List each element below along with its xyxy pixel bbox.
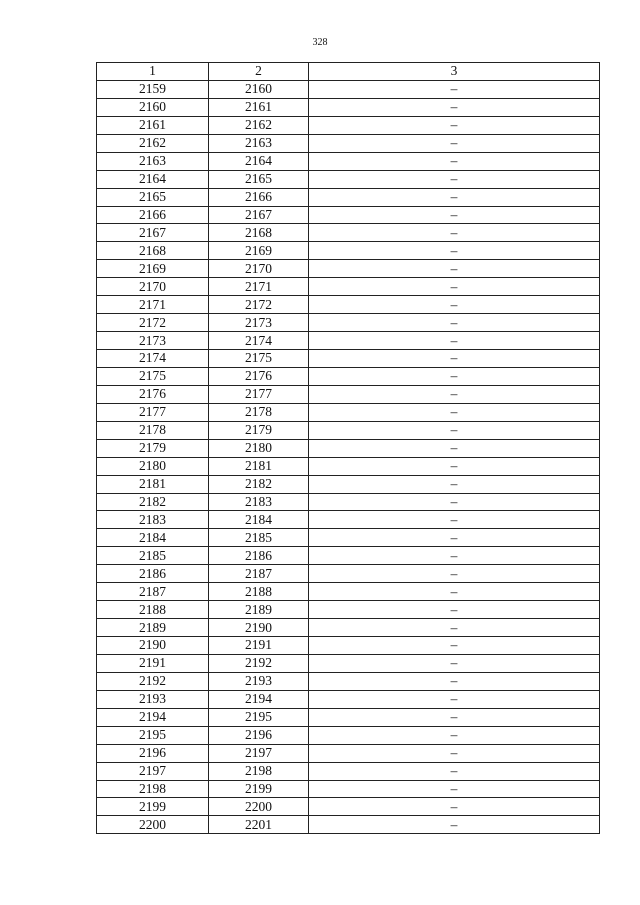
table-cell: 2161 <box>209 98 309 116</box>
table-cell: – <box>309 816 600 834</box>
table-row <box>97 260 600 278</box>
table-cell: 2192 <box>209 654 309 672</box>
table-cell: 2175 <box>209 350 309 368</box>
table-cell: – <box>309 583 600 601</box>
table-cell: 2167 <box>97 224 209 242</box>
table-row <box>97 152 600 170</box>
table-row <box>97 116 600 134</box>
table-cell: – <box>309 798 600 816</box>
table-row <box>97 601 600 619</box>
table-cell: 2189 <box>97 619 209 637</box>
table-cell: 2169 <box>97 260 209 278</box>
table-cell: 2177 <box>209 385 309 403</box>
table-cell: – <box>309 296 600 314</box>
table-cell: 2184 <box>97 529 209 547</box>
table-cell: 2188 <box>97 601 209 619</box>
page-number: 328 <box>312 37 328 48</box>
table-row <box>97 457 600 475</box>
table-row <box>97 421 600 439</box>
table-cell: 2181 <box>97 475 209 493</box>
table-cell: 2179 <box>209 421 309 439</box>
table-cell: 2199 <box>97 798 209 816</box>
column-header-3: 3 <box>309 63 600 81</box>
table-body <box>97 80 600 833</box>
table-cell: – <box>309 637 600 655</box>
table-cell: 2165 <box>209 170 309 188</box>
table-cell: – <box>309 529 600 547</box>
table-cell: – <box>309 672 600 690</box>
table-cell: 2188 <box>209 583 309 601</box>
table-cell: – <box>309 493 600 511</box>
table-row <box>97 224 600 242</box>
table-cell: 2195 <box>97 726 209 744</box>
table-cell: – <box>309 726 600 744</box>
table-cell: 2182 <box>209 475 309 493</box>
table-cell: 2199 <box>209 780 309 798</box>
table-cell: 2184 <box>209 511 309 529</box>
table-row <box>97 744 600 762</box>
table-cell: 2189 <box>209 601 309 619</box>
table-cell: 2181 <box>209 457 309 475</box>
table-cell: 2197 <box>209 744 309 762</box>
table-cell: – <box>309 601 600 619</box>
table-cell: – <box>309 152 600 170</box>
table-cell: 2176 <box>209 367 309 385</box>
table-cell: – <box>309 367 600 385</box>
table-cell: 2193 <box>97 690 209 708</box>
table-cell: – <box>309 224 600 242</box>
table-cell: 2196 <box>209 726 309 744</box>
table-row <box>97 278 600 296</box>
table-cell: 2173 <box>209 314 309 332</box>
table-cell: – <box>309 475 600 493</box>
table-cell: – <box>309 780 600 798</box>
table-row <box>97 170 600 188</box>
table-row <box>97 690 600 708</box>
table-row <box>97 403 600 421</box>
table-cell: – <box>309 314 600 332</box>
table-cell: 2170 <box>209 260 309 278</box>
table-row <box>97 296 600 314</box>
table-cell: 2195 <box>209 708 309 726</box>
table-cell: – <box>309 708 600 726</box>
table-cell: 2178 <box>209 403 309 421</box>
table-cell: 2168 <box>97 242 209 260</box>
table-cell: – <box>309 619 600 637</box>
table-cell: 2163 <box>97 152 209 170</box>
table-row <box>97 475 600 493</box>
table-cell: 2201 <box>209 816 309 834</box>
table-cell: 2192 <box>97 672 209 690</box>
table-cell: 2187 <box>97 583 209 601</box>
data-table <box>96 62 600 834</box>
table-row <box>97 385 600 403</box>
header-row <box>97 63 600 81</box>
table-cell: 2172 <box>209 296 309 314</box>
table-cell: 2177 <box>97 403 209 421</box>
table-row <box>97 80 600 98</box>
table-cell: – <box>309 385 600 403</box>
table-cell: 2175 <box>97 367 209 385</box>
table-row <box>97 332 600 350</box>
table-cell: – <box>309 654 600 672</box>
table-cell: 2169 <box>209 242 309 260</box>
table-cell: – <box>309 511 600 529</box>
table-row <box>97 511 600 529</box>
table-row <box>97 350 600 368</box>
table-cell: 2160 <box>97 98 209 116</box>
table-cell: 2191 <box>97 654 209 672</box>
table-row <box>97 188 600 206</box>
table-cell: 2160 <box>209 80 309 98</box>
table-cell: – <box>309 242 600 260</box>
table-cell: 2190 <box>209 619 309 637</box>
table-row <box>97 547 600 565</box>
table-cell: 2187 <box>209 565 309 583</box>
table-row <box>97 726 600 744</box>
table-cell: – <box>309 762 600 780</box>
table-cell: 2165 <box>97 188 209 206</box>
table-cell: 2171 <box>209 278 309 296</box>
table-cell: 2164 <box>209 152 309 170</box>
table-cell: 2200 <box>209 798 309 816</box>
table-cell: – <box>309 170 600 188</box>
table-row <box>97 583 600 601</box>
table-cell: 2180 <box>97 457 209 475</box>
table-cell: 2162 <box>209 116 309 134</box>
table-row <box>97 762 600 780</box>
table-cell: – <box>309 439 600 457</box>
table-cell: 2174 <box>209 332 309 350</box>
table-cell: – <box>309 116 600 134</box>
table-cell: 2159 <box>97 80 209 98</box>
table-cell: – <box>309 206 600 224</box>
table-cell: – <box>309 80 600 98</box>
table-cell: 2182 <box>97 493 209 511</box>
table-row <box>97 242 600 260</box>
table-cell: 2196 <box>97 744 209 762</box>
table-cell: 2190 <box>97 637 209 655</box>
table-cell: – <box>309 565 600 583</box>
table-cell: 2166 <box>97 206 209 224</box>
table-cell: 2167 <box>209 206 309 224</box>
table-cell: 2164 <box>97 170 209 188</box>
table-cell: 2183 <box>97 511 209 529</box>
table-cell: 2176 <box>97 385 209 403</box>
table-row <box>97 134 600 152</box>
table-cell: 2200 <box>97 816 209 834</box>
table-cell: 2185 <box>97 547 209 565</box>
table-cell: 2162 <box>97 134 209 152</box>
table-cell: – <box>309 421 600 439</box>
table-row <box>97 637 600 655</box>
table-cell: – <box>309 188 600 206</box>
column-header-1: 1 <box>97 63 209 81</box>
table-cell: 2194 <box>97 708 209 726</box>
table-cell: 2193 <box>209 672 309 690</box>
table-cell: – <box>309 98 600 116</box>
table-cell: 2174 <box>97 350 209 368</box>
table-cell: 2173 <box>97 332 209 350</box>
table-cell: 2194 <box>209 690 309 708</box>
table-cell: – <box>309 457 600 475</box>
table-cell: 2172 <box>97 314 209 332</box>
table-cell: 2163 <box>209 134 309 152</box>
table-cell: 2191 <box>209 637 309 655</box>
table-cell: 2171 <box>97 296 209 314</box>
table-cell: 2179 <box>97 439 209 457</box>
table-row <box>97 367 600 385</box>
table-row <box>97 816 600 834</box>
table-row <box>97 98 600 116</box>
table-row <box>97 708 600 726</box>
table-cell: 2186 <box>209 547 309 565</box>
column-header-2: 2 <box>209 63 309 81</box>
table-cell: – <box>309 547 600 565</box>
table-cell: 2168 <box>209 224 309 242</box>
table-cell: – <box>309 278 600 296</box>
table-cell: 2198 <box>209 762 309 780</box>
table-cell: 2186 <box>97 565 209 583</box>
table-cell: – <box>309 260 600 278</box>
table-cell: – <box>309 332 600 350</box>
table-cell: 2185 <box>209 529 309 547</box>
table-cell: 2198 <box>97 780 209 798</box>
table-cell: – <box>309 403 600 421</box>
table-row <box>97 314 600 332</box>
table-row <box>97 672 600 690</box>
table-cell: 2161 <box>97 116 209 134</box>
table-cell: – <box>309 350 600 368</box>
table-cell: 2180 <box>209 439 309 457</box>
table-row <box>97 565 600 583</box>
table-row <box>97 529 600 547</box>
table-cell: 2183 <box>209 493 309 511</box>
table-row <box>97 798 600 816</box>
table-row <box>97 493 600 511</box>
table-row <box>97 439 600 457</box>
table-row <box>97 780 600 798</box>
table-cell: – <box>309 690 600 708</box>
table-cell: – <box>309 744 600 762</box>
table-row <box>97 206 600 224</box>
table-cell: 2178 <box>97 421 209 439</box>
table-row <box>97 619 600 637</box>
table-cell: – <box>309 134 600 152</box>
table-cell: 2197 <box>97 762 209 780</box>
table-cell: 2166 <box>209 188 309 206</box>
table-row <box>97 654 600 672</box>
table-cell: 2170 <box>97 278 209 296</box>
